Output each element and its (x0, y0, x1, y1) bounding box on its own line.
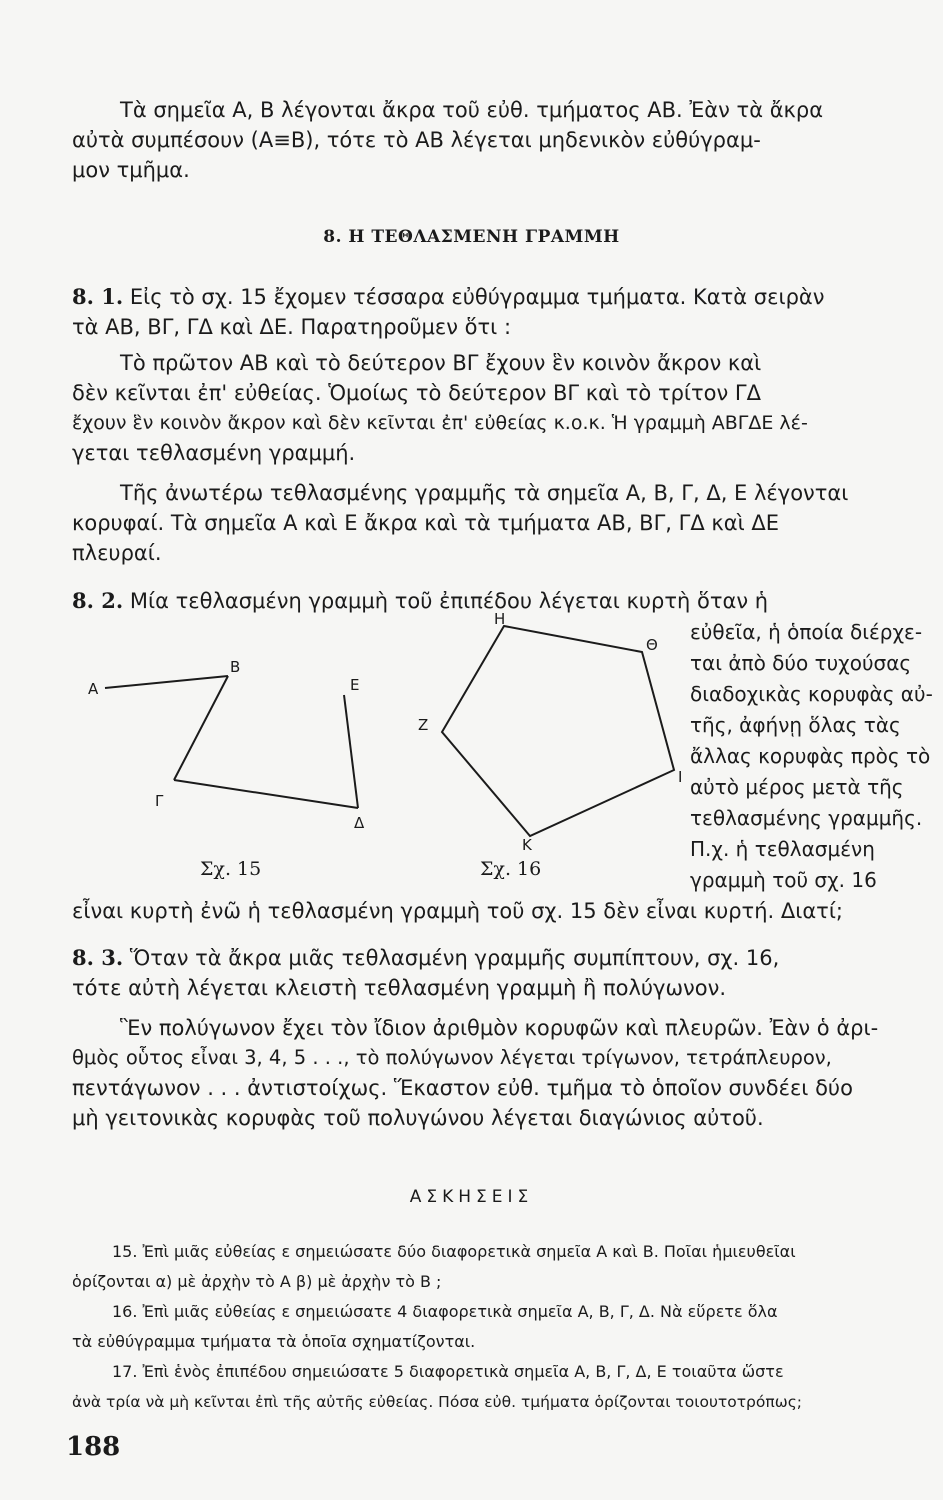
section-8-3 (72, 943, 932, 1003)
label-a: Α (88, 680, 99, 698)
s82-wrap-line: Π.χ. ἡ τεθλασμένη (690, 837, 875, 861)
section-heading: 8. Η ΤΕΘΛΑΣΜΕΝΗ ΓΡΑΜΜΗ (323, 227, 620, 247)
s82-wrap-line: γραμμὴ τοῦ σχ. 16 (690, 868, 877, 892)
exercise-17-line-1: 17. Ἐπὶ ἑνὸς ἐπιπέδου σημειώσατε 5 διαφορετικὰ σημεῖα Α, Β, Γ, Δ, Ε τοιαῦτα ὥστε (112, 1362, 784, 1381)
figure-16-caption: Σχ. 16 (480, 858, 542, 880)
s81-line-1 (72, 282, 932, 312)
label-k: Κ (522, 836, 532, 852)
exercise-16 (72, 1297, 932, 1357)
s81-p3-line-2: κορυφαί. Τὰ σημεῖα Α καὶ Ε ἄκρα καὶ τὰ τμήματα ΑΒ, ΒΓ, ΓΔ καὶ ΔΕ (72, 511, 780, 535)
label-i: Ι (678, 768, 683, 786)
s82-number: 8. 2. (72, 588, 124, 613)
figure-16 (410, 612, 690, 852)
s83-paragraph-2 (72, 1013, 932, 1133)
segment-de (344, 695, 358, 808)
s82-wrap-line: αὐτὸ μέρος μετὰ τῆς (690, 775, 904, 799)
exercise-15-line-1: 15. Ἐπὶ μιᾶς εὐθείας ε σημειώσατε δύο διαφορετικὰ σημεῖα Α καὶ Β. Ποῖαι ἡμιευθεῖαι (112, 1242, 796, 1261)
s83-p2-line-3: πεντάγωνον . . . ἀντιστοίχως. Ἕκαστον εὐθ. τμῆμα τὸ ὁποῖον συνδέει δύο (72, 1076, 853, 1100)
s81-line-1-text: Εἰς τὸ σχ. 15 ἔχομεν τέσσαρα εὐθύγραμμα τμήματα. Κατὰ σειρὰν (129, 285, 825, 309)
label-z: Ζ (418, 716, 429, 734)
figure-16-svg (410, 612, 690, 852)
s82-wrap-line: ται ἀπὸ δύο τυχούσας (690, 651, 912, 675)
segment-gd (174, 780, 358, 808)
label-h: Η (494, 612, 506, 628)
figure-15-caption: Σχ. 15 (200, 858, 262, 880)
s82-wrap-line: εὐθεῖα, ἡ ὁποία διέρχε- (690, 620, 923, 644)
exercise-17 (72, 1357, 932, 1417)
intro-line-1: Τὰ σημεῖα Α, Β λέγονται ἄκρα τοῦ εὐθ. τμήματος ΑΒ. Ἐὰν τὰ ἄκρα (120, 98, 824, 122)
s82-wrap-line: τεθλασμένης γραμμῆς. (690, 806, 923, 830)
figure-15-svg (80, 650, 380, 840)
s81-p2-line-2: δὲν κεῖνται ἐπ' εὐθείας. Ὁμοίως τὸ δεύτερον ΒΓ καὶ τὸ τρίτον ΓΔ (72, 381, 762, 405)
page-number: 188 (66, 1432, 121, 1462)
s82-wrap-line: τῆς, ἀφήνῃ ὅλας τὰς (690, 713, 901, 737)
s83-line-1 (72, 943, 932, 973)
s82-wrap-line: διαδοχικὰς κορυφὰς αὐ- (690, 682, 933, 706)
s83-p2-line-4: μὴ γειτονικὰς κορυφὰς τοῦ πολυγώνου λέγεται διαγώνιος αὐτοῦ. (72, 1106, 764, 1130)
s83-p2-line-2: θμὸς οὗτος εἶναι 3, 4, 5 . . ., τὸ πολύγωνον λέγεται τρίγωνον, τετράπλευρον, (72, 1046, 832, 1069)
s83-number: 8. 3. (72, 945, 124, 970)
label-g: Γ (155, 792, 164, 810)
s82-last-line (72, 896, 932, 926)
s82-last-line-text: εἶναι κυρτὴ ἐνῶ ἡ τεθλασμένη γραμμὴ τοῦ σχ. 15 δὲν εἶναι κυρτή. Διατί; (72, 899, 844, 923)
s81-p3-line-3: πλευραί. (72, 541, 162, 565)
s83-line-1-text: Ὅταν τὰ ἄκρα μιᾶς τεθλασμένη γραμμῆς συμπίπτουν, σχ. 16, (129, 946, 780, 970)
s81-line-2: τὰ ΑΒ, ΒΓ, ΓΔ καὶ ΔΕ. Παρατηροῦμεν ὅτι : (72, 315, 512, 339)
label-th: Θ (646, 636, 658, 654)
label-e: Ε (350, 676, 360, 694)
s81-p3-line-1: Τῆς ἀνωτέρω τεθλασμένης γραμμῆς τὰ σημεῖα Α, Β, Γ, Δ, Ε λέγονται (120, 481, 849, 505)
s83-p2-line-1: Ἓν πολύγωνον ἔχει τὸν ἴδιον ἀριθμὸν κορυφῶν καὶ πλευρῶν. Ἐὰν ὁ ἀρι- (120, 1016, 879, 1040)
exercise-16-line-2: τὰ εὐθύγραμμα τμήματα τὰ ὁποῖα σχηματίζονται. (72, 1332, 476, 1351)
exercises-heading: ΑΣΚΗΣΕΙΣ (409, 1187, 534, 1207)
intro-line-2: αὐτὰ συμπέσουν (Α≡Β), τότε τὸ ΑΒ λέγεται μηδενικὸν εὐθύγραμ- (72, 128, 761, 152)
pentagon (442, 626, 674, 836)
s83-line-2: τότε αὐτὴ λέγεται κλειστὴ τεθλασμένη γραμμὴ ἢ πολύγωνον. (72, 976, 727, 1000)
s81-paragraph-2 (72, 348, 932, 468)
s82-wrap-line: ἄλλας κορυφὰς πρὸς τὸ (690, 744, 931, 768)
segment-ab (105, 676, 228, 688)
segment-bg (174, 676, 228, 780)
section-8-1 (72, 282, 932, 342)
exercise-17-line-2: ἀνὰ τρία νὰ μὴ κεῖνται ἐπὶ τῆς αὐτῆς εὐθείας. Πόσα εὐθ. τμήματα ὁρίζονται τοιουτοτρόπως; (72, 1393, 803, 1411)
exercise-15 (72, 1237, 932, 1297)
s81-paragraph-3 (72, 478, 932, 568)
intro-paragraph (72, 95, 932, 185)
s81-p2-line-3: ἔχουν ἓν κοινὸν ἄκρον καὶ δὲν κεῖνται ἐπ' εὐθείας κ.ο.κ. Ἡ γραμμὴ ΑΒΓΔΕ λέ- (72, 412, 808, 434)
label-d: Δ (354, 814, 365, 832)
intro-line-3: μον τμῆμα. (72, 158, 190, 182)
s81-number: 8. 1. (72, 284, 124, 309)
s81-p2-line-1: Τὸ πρῶτον ΑΒ καὶ τὸ δεύτερον ΒΓ ἔχουν ἓν κοινὸν ἄκρον καὶ (120, 351, 762, 375)
s82-line-1-text: Μία τεθλασμένη γραμμὴ τοῦ ἐπιπέδου λέγεται κυρτὴ ὅταν ἡ (129, 589, 769, 613)
figure-15 (80, 650, 380, 840)
s82-wrapped-text (690, 617, 935, 896)
exercise-16-line-1: 16. Ἐπὶ μιᾶς εὐθείας ε σημειώσατε 4 διαφορετικὰ σημεῖα Α, Β, Γ, Δ. Νὰ εὕρετε ὅλα (112, 1302, 778, 1321)
s81-p2-line-4: γεται τεθλασμένη γραμμή. (72, 441, 356, 465)
exercise-15-line-2: ὁρίζονται α) μὲ ἀρχὴν τὸ Α β) μὲ ἀρχὴν τὸ Β ; (72, 1272, 442, 1291)
label-b: Β (230, 658, 241, 676)
